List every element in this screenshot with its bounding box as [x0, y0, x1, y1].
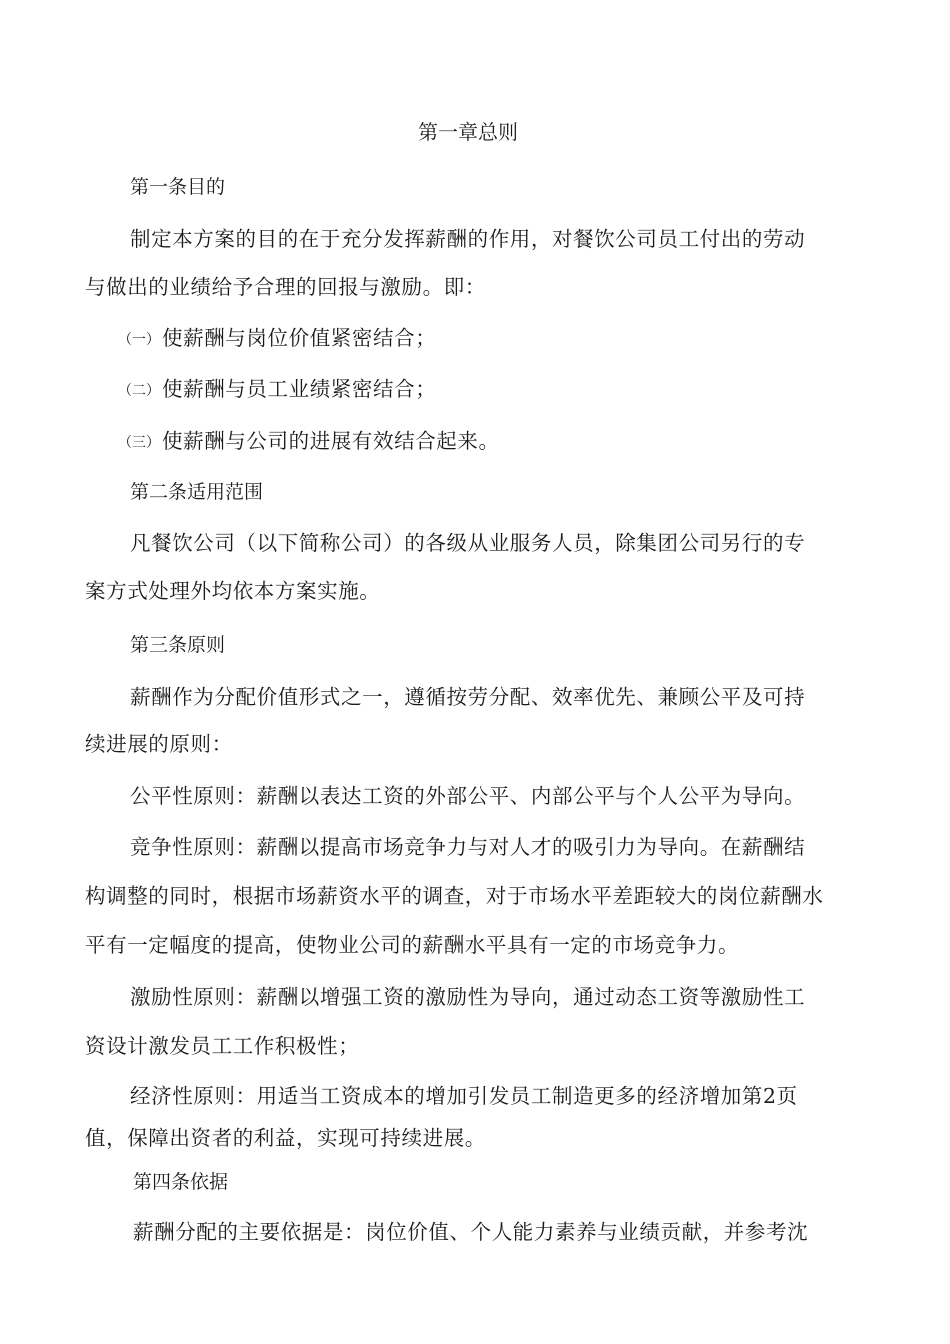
- economic-principle-line-1: 经济性原则：用适当工资成本的增加引发员工制造更多的经济增加第2页: [130, 1084, 798, 1108]
- article-1-paragraph-line-2: 与做出的业绩给予合理的回报与激励。即：: [85, 275, 486, 299]
- fairness-principle: 公平性原则：薪酬以表达工资的外部公平、内部公平与个人公平为导向。: [130, 784, 806, 808]
- article-3-heading: 第三条原则: [130, 634, 226, 656]
- list-marker: （二）: [118, 383, 160, 399]
- incentive-principle-line-1: 激励性原则：薪酬以增强工资的激励性为导向，通过动态工资等激励性工: [130, 985, 806, 1009]
- article-1-heading: 第一条目的: [130, 176, 226, 198]
- list-item-text: 使薪酬与公司的进展有效结合起来。: [162, 429, 500, 453]
- article-4-heading: 第四条依据: [133, 1171, 229, 1193]
- list-marker: （一）: [118, 332, 160, 348]
- competitive-principle-line-1: 竞争性原则：薪酬以提高市场竞争力与对人才的吸引力为导向。在薪酬结: [130, 835, 806, 859]
- article-3-paragraph-line-2: 续进展的原则：: [85, 732, 233, 756]
- list-item-1: [118, 324, 436, 355]
- article-3-paragraph-line-1: 薪酬作为分配价值形式之一，遵循按劳分配、效率优先、兼顾公平及可持: [130, 685, 806, 709]
- article-2-heading: 第二条适用范围: [130, 481, 264, 503]
- list-item-2: [118, 375, 436, 406]
- list-item-text: 使薪酬与员工业绩紧密结合；: [162, 377, 437, 401]
- article-2-paragraph-line-1: 凡餐饮公司（以下简称公司）的各级从业服务人员，除集团公司另行的专: [130, 531, 806, 555]
- economic-principle-line-2: 值，保障出资者的利益，实现可持续进展。: [85, 1126, 486, 1150]
- article-1-paragraph-line-1: 制定本方案的目的在于充分发挥薪酬的作用，对餐饮公司员工付出的劳动: [130, 227, 806, 251]
- article-2-paragraph-line-2: 案方式处理外均依本方案实施。: [85, 579, 381, 603]
- list-item-3: [118, 427, 500, 458]
- list-marker: （三）: [118, 435, 160, 451]
- article-4-paragraph-line-1: 薪酬分配的主要依据是：岗位价值、个人能力素养与业绩贡献，并参考沈: [133, 1220, 809, 1244]
- competitive-principle-line-2: 构调整的同时，根据市场薪资水平的调查，对于市场水平差距较大的岗位薪酬水: [85, 884, 824, 908]
- incentive-principle-line-2: 资设计激发员工工作积极性；: [85, 1034, 360, 1058]
- list-item-text: 使薪酬与岗位价值紧密结合；: [162, 326, 437, 350]
- competitive-principle-line-3: 平有一定幅度的提高，使物业公司的薪酬水平具有一定的市场竞争力。: [85, 933, 740, 957]
- chapter-title: 第一章总则: [418, 120, 518, 144]
